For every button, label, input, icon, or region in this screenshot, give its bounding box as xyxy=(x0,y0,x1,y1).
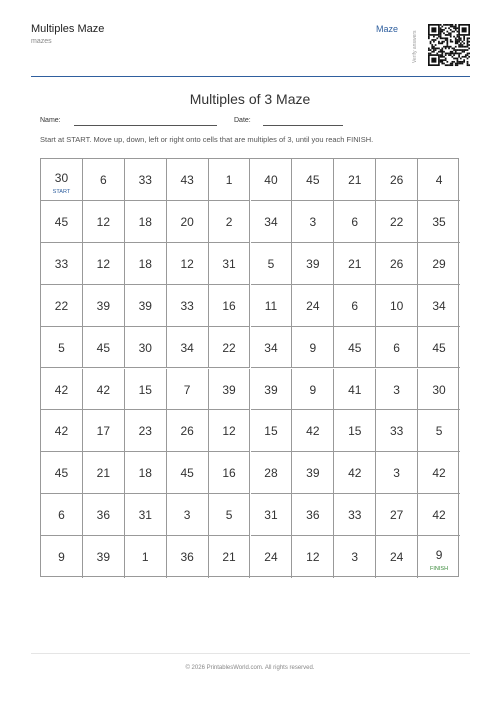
maze-cell[interactable] xyxy=(125,159,167,201)
maze-cell-number: 33 xyxy=(138,173,152,187)
maze-cell[interactable] xyxy=(167,285,209,327)
maze-cell-number: 45 xyxy=(54,214,69,229)
maze-cell-number: 18 xyxy=(138,466,152,481)
qr-code-icon xyxy=(428,18,470,72)
maze-cell[interactable] xyxy=(209,201,251,243)
maze-cell[interactable] xyxy=(167,327,209,369)
maze-cell-number: 3 xyxy=(309,214,317,229)
maze-cell[interactable] xyxy=(376,369,418,411)
maze-cell[interactable] xyxy=(41,494,83,536)
maze-cell-number: 33 xyxy=(348,508,362,523)
header-category: Maze xyxy=(376,24,399,34)
maze-cell-number: 34 xyxy=(264,340,278,355)
maze-cell[interactable] xyxy=(251,243,293,285)
maze-cell-number: 21 xyxy=(348,256,362,271)
maze-cell-number: 42 xyxy=(348,466,362,481)
maze-cell-number: 36 xyxy=(96,508,111,523)
maze-cell[interactable] xyxy=(334,410,376,452)
maze-cell[interactable] xyxy=(251,452,293,494)
maze-cell-number: 28 xyxy=(264,466,278,481)
maze-cell[interactable] xyxy=(418,410,460,452)
maze-cell-number: 45 xyxy=(348,340,362,355)
maze-cell-number: 42 xyxy=(54,382,69,397)
maze-cell-number: 40 xyxy=(264,173,278,187)
maze-cell[interactable] xyxy=(83,201,125,243)
maze-cell-number: 45 xyxy=(306,173,320,187)
maze-cell-number: 24 xyxy=(306,298,320,313)
maze-cell-number: 21 xyxy=(96,466,111,481)
date-label: Date: xyxy=(234,117,251,124)
maze-cell-number: 41 xyxy=(348,382,362,397)
header-subtitle: mazes xyxy=(31,38,52,45)
maze-cell[interactable] xyxy=(125,327,167,369)
maze-cell-number: 43 xyxy=(180,173,194,187)
maze-cell[interactable] xyxy=(292,327,334,369)
maze-cell[interactable] xyxy=(41,536,83,578)
maze-cell-number: 9 xyxy=(435,548,443,563)
maze-cell[interactable] xyxy=(41,410,83,452)
maze-cell-number: 39 xyxy=(96,298,111,313)
maze-cell[interactable] xyxy=(292,494,334,536)
maze-cell-number: 21 xyxy=(222,550,236,565)
maze-cell-number: 15 xyxy=(264,424,278,439)
maze-cell-number: 21 xyxy=(348,173,362,187)
maze-cell[interactable] xyxy=(334,452,376,494)
maze-cell-number: 39 xyxy=(306,256,320,271)
maze-cell[interactable] xyxy=(125,494,167,536)
maze-cell[interactable] xyxy=(418,285,460,327)
maze-cell[interactable] xyxy=(125,452,167,494)
maze-cell[interactable] xyxy=(125,201,167,243)
maze-cell-number: 7 xyxy=(183,382,191,397)
maze-cell-number: 6 xyxy=(58,508,65,523)
maze-cell-number: 45 xyxy=(432,340,446,355)
maze-cell[interactable] xyxy=(418,243,460,285)
verify-answers-label: Verify answers xyxy=(412,30,418,64)
maze-cell-number: 3 xyxy=(351,550,359,565)
maze-cell-number: 30 xyxy=(138,340,152,355)
maze-cell[interactable] xyxy=(125,285,167,327)
maze-cell-number: 33 xyxy=(389,424,404,439)
maze-cell[interactable] xyxy=(251,494,293,536)
maze-cell[interactable] xyxy=(209,410,251,452)
maze-cell[interactable] xyxy=(209,327,251,369)
maze-cell[interactable] xyxy=(167,452,209,494)
maze-cell-number: 22 xyxy=(222,340,236,355)
maze-cell[interactable] xyxy=(418,494,460,536)
maze-cell[interactable] xyxy=(292,410,334,452)
maze-cell[interactable] xyxy=(376,536,418,578)
maze-cell[interactable] xyxy=(251,369,293,411)
maze-cell-number: 42 xyxy=(96,382,111,397)
maze-cell-number: 27 xyxy=(389,508,404,523)
maze-cell[interactable] xyxy=(167,494,209,536)
maze-cell-number: 45 xyxy=(54,466,69,481)
maze-cell-number: 20 xyxy=(180,214,194,229)
maze-cell-number: 6 xyxy=(393,340,400,355)
maze-cell[interactable] xyxy=(418,327,460,369)
maze-cell[interactable] xyxy=(83,159,125,201)
maze-cell-number: 30 xyxy=(432,382,446,397)
maze-cell[interactable] xyxy=(209,452,251,494)
maze-cell[interactable] xyxy=(292,369,334,411)
maze-cell-number: 30 xyxy=(54,171,69,185)
maze-cell[interactable] xyxy=(41,452,83,494)
maze-cell[interactable] xyxy=(376,243,418,285)
maze-cell[interactable] xyxy=(418,452,460,494)
maze-cell[interactable] xyxy=(209,536,251,578)
maze-cell[interactable] xyxy=(251,327,293,369)
maze-cell[interactable] xyxy=(83,536,125,578)
maze-cell-number: 12 xyxy=(96,214,111,229)
maze-cell[interactable] xyxy=(334,327,376,369)
maze-cell-number: 3 xyxy=(393,466,400,481)
maze-cell[interactable] xyxy=(334,285,376,327)
maze-cell[interactable] xyxy=(376,159,418,201)
name-field[interactable] xyxy=(74,125,217,126)
date-field[interactable] xyxy=(263,125,343,126)
maze-cell[interactable] xyxy=(41,327,83,369)
maze-cell-number: 6 xyxy=(351,298,359,313)
header-title: Multiples Maze xyxy=(31,23,105,35)
maze-cell-number: 36 xyxy=(306,508,320,523)
maze-cell-number: 42 xyxy=(54,424,69,439)
maze-cell[interactable] xyxy=(376,201,418,243)
maze-cell[interactable] xyxy=(209,369,251,411)
maze-cell[interactable] xyxy=(209,243,251,285)
maze-cell[interactable] xyxy=(292,285,334,327)
maze-cell-number: 39 xyxy=(138,298,152,313)
maze-cell-number: 10 xyxy=(389,298,404,313)
maze-cell-number: 16 xyxy=(222,298,236,313)
maze-cell-number: 31 xyxy=(138,508,152,523)
instructions: Start at START. Move up, down, left or right onto cells that are multiples of 3, until you reach FINISH. xyxy=(40,135,374,144)
maze-cell[interactable] xyxy=(83,452,125,494)
maze-cell[interactable] xyxy=(251,201,293,243)
maze-cell-number: 39 xyxy=(222,382,236,397)
maze-cell-number: 9 xyxy=(309,382,317,397)
maze-cell-number: 34 xyxy=(180,340,194,355)
maze-cell-number: 26 xyxy=(389,173,404,187)
maze-cell[interactable] xyxy=(209,494,251,536)
maze-cell[interactable] xyxy=(334,494,376,536)
maze-cell[interactable] xyxy=(251,285,293,327)
maze-cell[interactable] xyxy=(251,410,293,452)
maze-cell-number: 42 xyxy=(432,466,446,481)
maze-cell[interactable] xyxy=(292,536,334,578)
maze-cell[interactable] xyxy=(167,243,209,285)
maze-cell[interactable] xyxy=(292,452,334,494)
maze-cell-number: 33 xyxy=(54,256,69,271)
maze-cell[interactable] xyxy=(41,285,83,327)
maze-cell-number: 29 xyxy=(432,256,446,271)
maze-cell-number: 9 xyxy=(58,550,65,565)
maze-cell[interactable] xyxy=(292,159,334,201)
maze-cell[interactable] xyxy=(334,369,376,411)
maze-cell[interactable] xyxy=(376,410,418,452)
maze-cell[interactable] xyxy=(418,159,460,201)
maze-cell-number: 26 xyxy=(180,424,194,439)
maze-cell[interactable] xyxy=(167,410,209,452)
maze-cell-number: 12 xyxy=(222,424,236,439)
maze-cell-number: 6 xyxy=(351,214,359,229)
start-label: START xyxy=(52,189,71,195)
maze-cell-number: 12 xyxy=(306,550,320,565)
maze-cell-number: 39 xyxy=(96,550,111,565)
maze-cell-number: 42 xyxy=(432,508,446,523)
maze-cell-number: 26 xyxy=(389,256,404,271)
maze-cell[interactable] xyxy=(292,243,334,285)
maze-cell[interactable] xyxy=(334,159,376,201)
maze-cell[interactable] xyxy=(209,159,251,201)
maze-cell[interactable] xyxy=(376,327,418,369)
maze-cell[interactable] xyxy=(418,369,460,411)
maze-cell[interactable] xyxy=(83,369,125,411)
maze-cell[interactable] xyxy=(167,201,209,243)
maze-cell[interactable] xyxy=(334,243,376,285)
maze-cell[interactable] xyxy=(167,369,209,411)
maze-cell[interactable] xyxy=(41,243,83,285)
maze-cell-number: 4 xyxy=(435,173,443,187)
maze-cell[interactable] xyxy=(376,494,418,536)
maze-cell[interactable] xyxy=(83,410,125,452)
maze-cell[interactable] xyxy=(167,159,209,201)
footer-divider xyxy=(31,653,470,654)
maze-cell-number: 36 xyxy=(180,550,194,565)
finish-label: FINISH xyxy=(430,566,449,573)
maze-cell[interactable] xyxy=(41,201,83,243)
maze-cell-number: 17 xyxy=(96,424,111,439)
maze-cell-number: 22 xyxy=(54,298,69,313)
maze-cell-number: 6 xyxy=(99,173,107,187)
maze-cell-number: 5 xyxy=(267,256,275,271)
maze-cell[interactable] xyxy=(209,285,251,327)
maze-cell[interactable] xyxy=(376,452,418,494)
maze-cell[interactable] xyxy=(125,243,167,285)
maze-cell-number: 16 xyxy=(222,466,236,481)
maze-cell[interactable] xyxy=(334,536,376,578)
maze-cell-number: 18 xyxy=(138,214,152,229)
maze-cell[interactable] xyxy=(83,327,125,369)
maze-cell[interactable] xyxy=(125,536,167,578)
maze-cell-number: 5 xyxy=(225,508,233,523)
maze-cell[interactable] xyxy=(41,159,83,201)
maze-cell-number: 15 xyxy=(138,382,152,397)
maze-cell-number: 24 xyxy=(389,550,404,565)
maze-cell-number: 2 xyxy=(225,214,233,229)
maze-cell-number: 34 xyxy=(264,214,278,229)
maze-cell-number: 22 xyxy=(389,214,404,229)
maze-cell[interactable] xyxy=(125,369,167,411)
maze-cell-number: 1 xyxy=(141,550,149,565)
maze-cell[interactable] xyxy=(418,201,460,243)
header-divider xyxy=(31,76,470,77)
maze-cell[interactable] xyxy=(292,201,334,243)
maze-cell-number: 3 xyxy=(393,382,400,397)
maze-cell[interactable] xyxy=(376,285,418,327)
maze-cell[interactable] xyxy=(251,159,293,201)
maze-cell[interactable] xyxy=(334,201,376,243)
maze-cell-number: 35 xyxy=(432,214,446,229)
maze-cell-number: 34 xyxy=(432,298,446,313)
maze-cell-number: 9 xyxy=(309,340,317,355)
maze-cell-number: 33 xyxy=(180,298,194,313)
maze-cell-number: 12 xyxy=(180,256,194,271)
maze-cell-number: 18 xyxy=(138,256,152,271)
maze-cell[interactable] xyxy=(83,494,125,536)
maze-cell-number: 39 xyxy=(306,466,320,481)
maze-cell[interactable] xyxy=(83,285,125,327)
maze-cell-number: 5 xyxy=(435,424,443,439)
footer-copyright: © 2026 PrintablesWorld.com. All rights reserved. xyxy=(185,665,315,671)
maze-cell[interactable] xyxy=(418,536,460,578)
maze-cell-number: 45 xyxy=(180,466,194,481)
maze-cell-number: 12 xyxy=(96,256,111,271)
maze-cell-number: 11 xyxy=(264,298,278,313)
maze-cell-number: 23 xyxy=(138,424,152,439)
maze-cell-number: 39 xyxy=(264,382,278,397)
maze-cell-number: 15 xyxy=(348,424,362,439)
maze-grid xyxy=(40,158,459,577)
maze-cell[interactable] xyxy=(251,536,293,578)
maze-cell-number: 24 xyxy=(264,550,278,565)
maze-cell-number: 45 xyxy=(96,340,111,355)
maze-cell-number: 3 xyxy=(183,508,191,523)
name-label: Name: xyxy=(40,117,61,124)
maze-cell[interactable] xyxy=(83,243,125,285)
maze-cell-number: 5 xyxy=(58,340,65,355)
maze-cell-number: 31 xyxy=(222,256,236,271)
worksheet-title: Multiples of 3 Maze xyxy=(189,91,311,107)
maze-cell-number: 31 xyxy=(264,508,278,523)
maze-cell[interactable] xyxy=(167,536,209,578)
maze-cell[interactable] xyxy=(125,410,167,452)
maze-cell-number: 42 xyxy=(306,424,320,439)
maze-cell[interactable] xyxy=(41,369,83,411)
maze-cell-number: 1 xyxy=(225,173,233,187)
